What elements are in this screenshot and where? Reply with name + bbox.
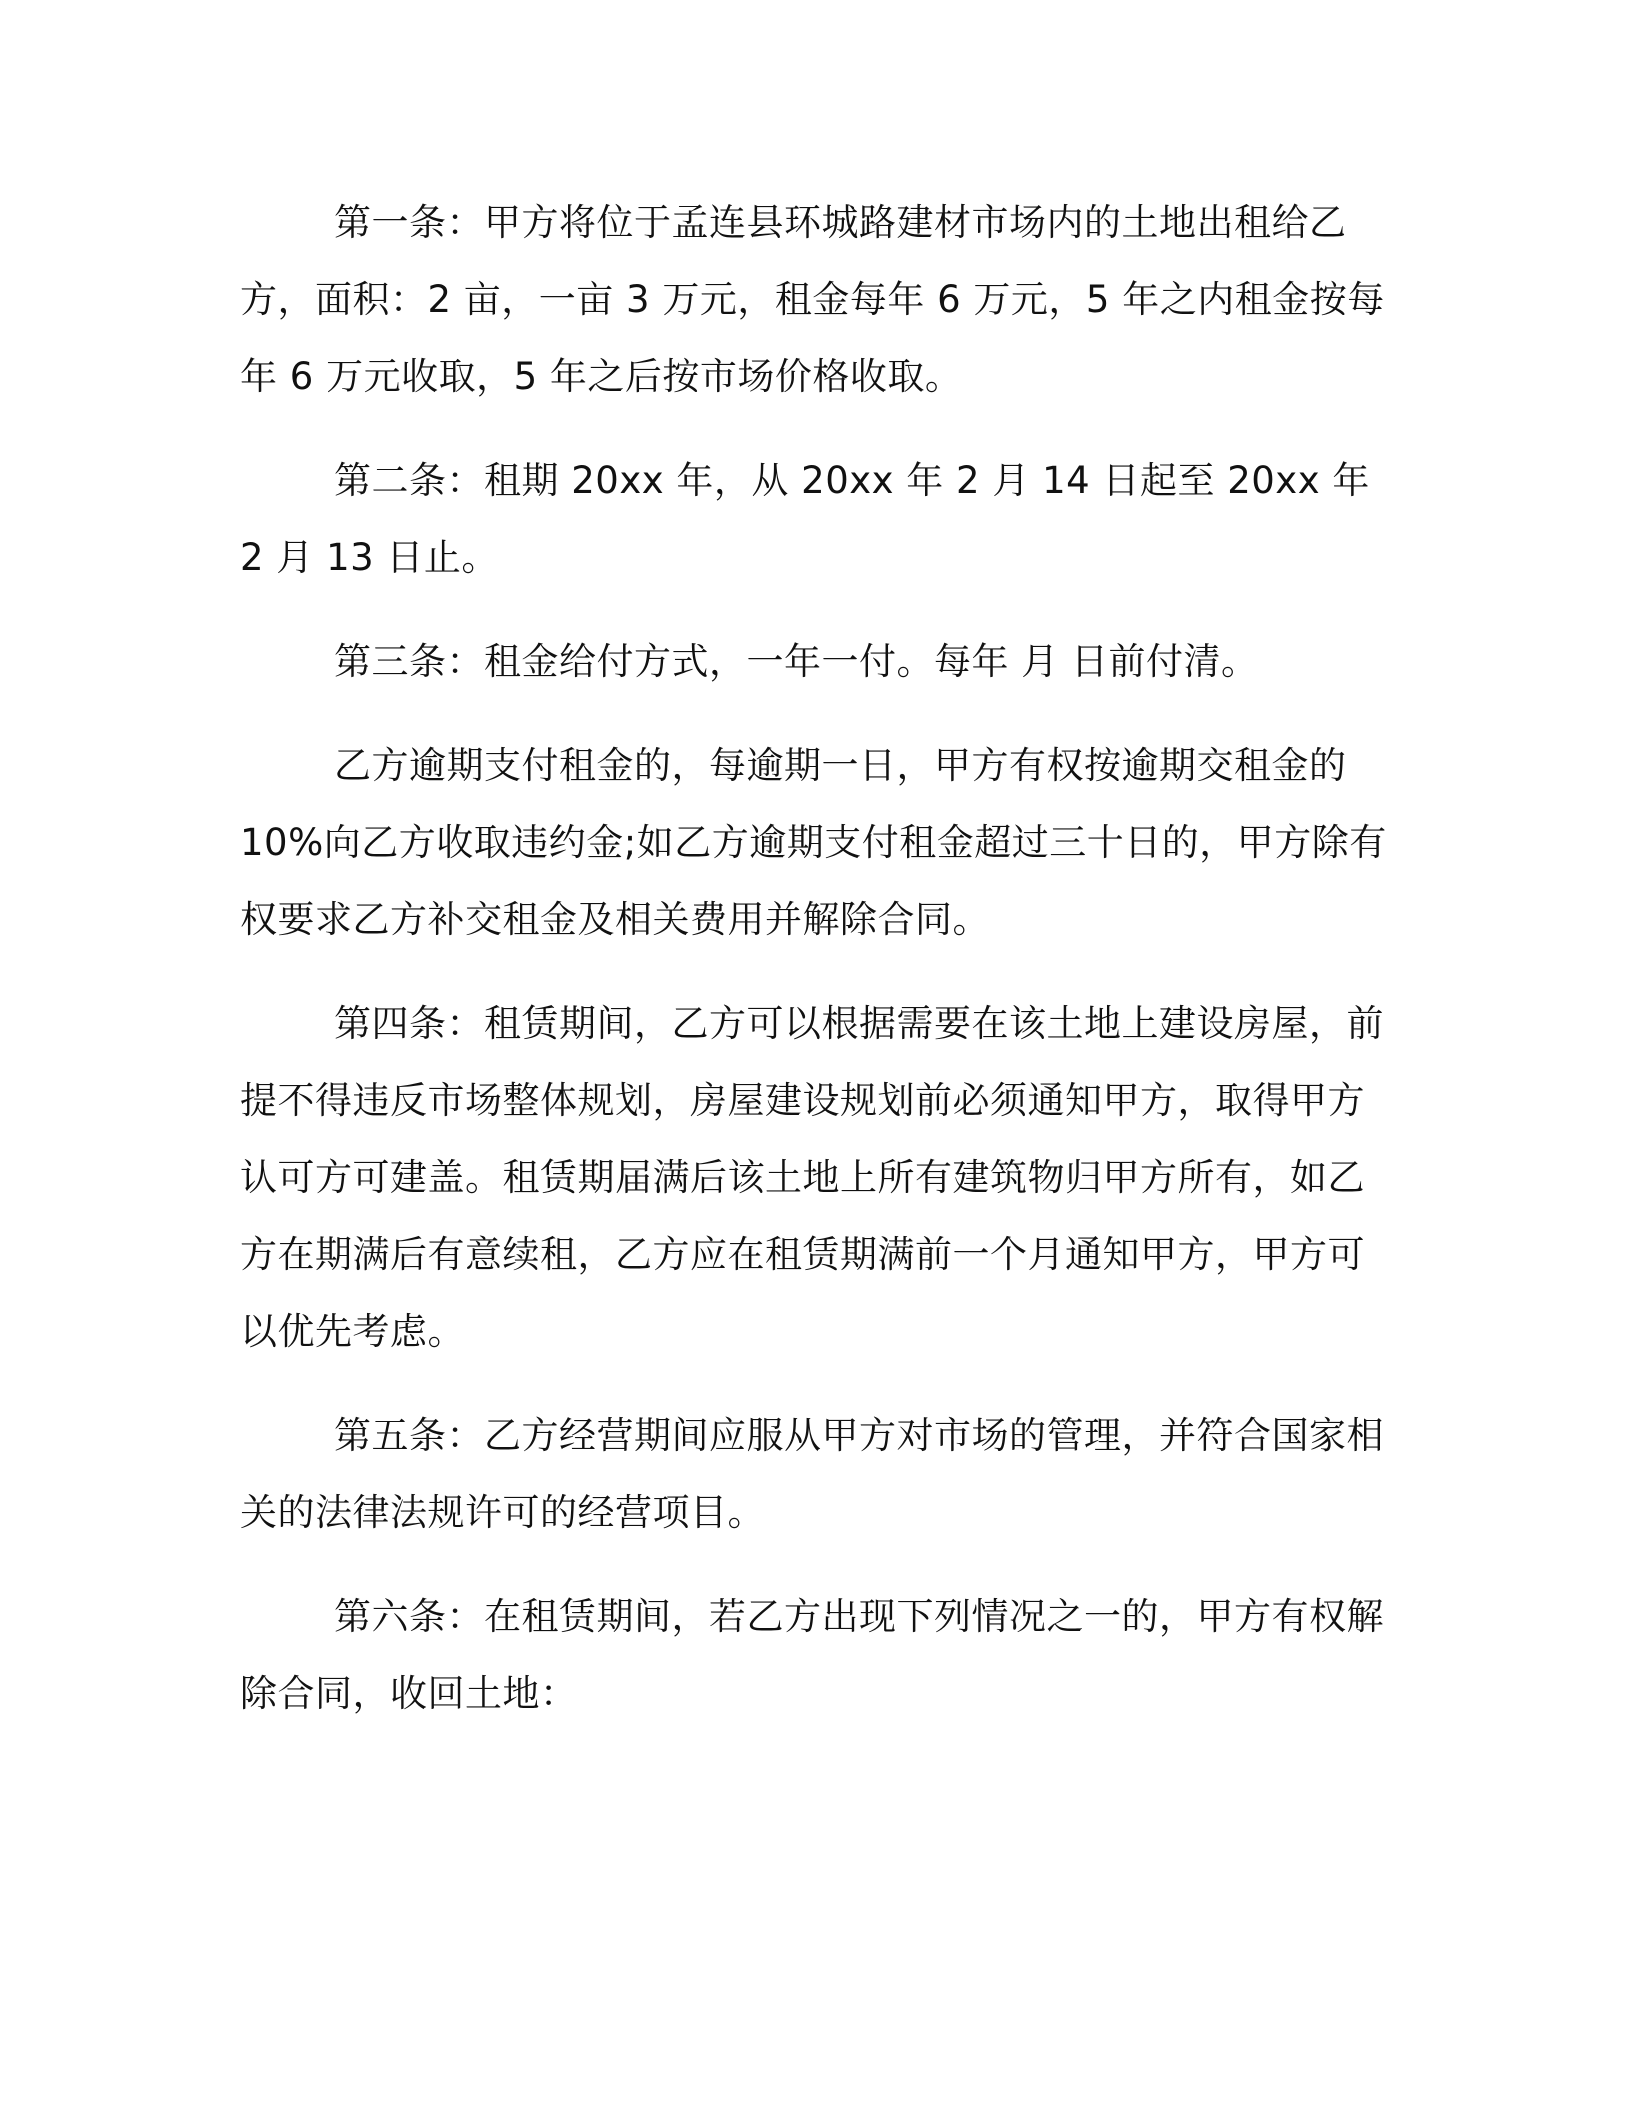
clause-6-paragraph: 第六条：在租赁期间，若乙方出现下列情况之一的，甲方有权解除合同，收回土地： xyxy=(240,1595,1384,1715)
clause-5-paragraph: 第五条：乙方经营期间应服从甲方对市场的管理，并符合国家相关的法律法规许可的经营项目。 xyxy=(240,1414,1384,1534)
late-payment-paragraph: 乙方逾期支付租金的，每逾期一日，甲方有权按逾期交租金的 10%向乙方收取违约金;如乙方逾期支付租金超过三十日的，甲方除有权要求乙方补交租金及相关费用并解除合同。 xyxy=(240,744,1387,941)
clause-4-paragraph: 第四条：租赁期间，乙方可以根据需要在该土地上建设房屋，前提不得违反市场整体规划，房屋建设规划前必须通知甲方，取得甲方认可方可建盖。租赁期届满后该土地上所有建筑物归甲方所有，如乙方在期满后有意续租，乙方应在租赁期满前一个月通知甲方，甲方可以优先考虑。 xyxy=(240,1002,1384,1353)
clause-3-paragraph: 第三条：租金给付方式，一年一付。每年 月 日前付清。 xyxy=(334,640,1259,683)
clause-2-paragraph: 第二条：租期 20xx 年，从 20xx 年 2 月 14 日起至 20xx 年 2 月 13 日止。 xyxy=(240,459,1370,579)
clause-1-paragraph: 第一条：甲方将位于孟连县环城路建材市场内的土地出租给乙方，面积：2 亩，一亩 3 万元，租金每年 6 万元，5 年之内租金按每年 6 万元收取，5 年之后按市场价格收取。 xyxy=(240,201,1385,398)
document-page xyxy=(240,184,1390,1759)
